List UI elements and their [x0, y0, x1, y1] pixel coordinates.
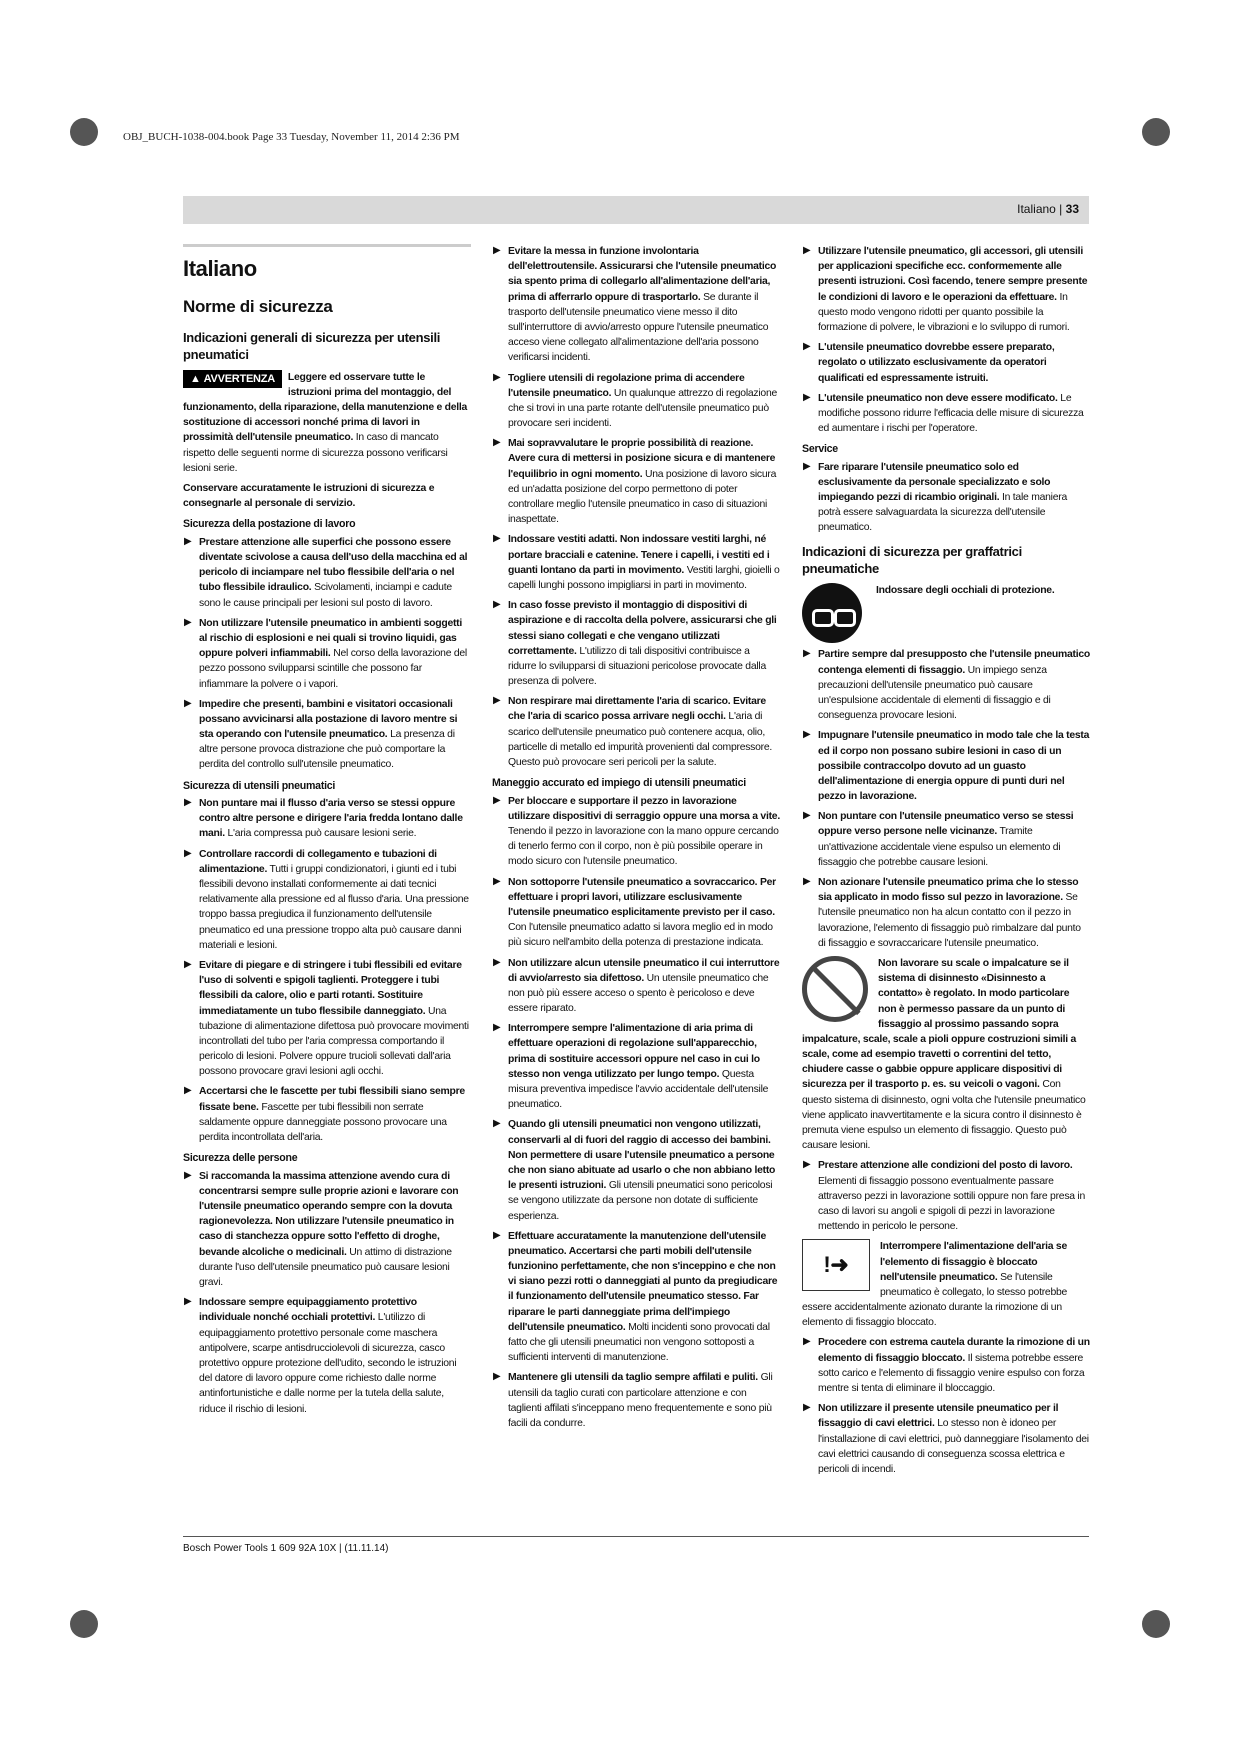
no-ladder-icon: [802, 956, 868, 1022]
page-header: Italiano | 33: [183, 196, 1089, 224]
bullet-icon: ▶: [803, 391, 811, 403]
bullet-icon: ▶: [803, 341, 811, 353]
list-item: ▶ Interrompere sempre l'alimentazione di aria prima di effettuare operazioni di regolazione sull'apparecchio, prima di sostituire accessori oppure nel caso in cui lo stesso non venga utilizzato per lungo tempo. Questa misura preventiva impedisce l'avvio accidentale dell'utensile pneumatico.: [493, 1022, 769, 1111]
stapler-safety-title: Indicazioni di sicurezza per graffatrici pneumatiche: [802, 543, 1022, 576]
bullet-icon: ▶: [184, 847, 192, 859]
column-1: [183, 244, 471, 1422]
registration-mark-br: [1142, 1610, 1170, 1638]
bullet-icon: ▶: [803, 1336, 811, 1348]
list-item: ▶ Indossare sempre equipaggiamento protettivo individuale nonché occhiali protettivi. L'utilizzo di equipaggiamento protettivo personale come maschera antipolvere, scarpe antisdrucciolevoli di sicurezza, casco protettivo oppure protezione dell'udito, secondo le istruzioni del datore di lavoro oppure come richiesto dalle norme antinfortunistiche e dalle norme per la tutela della salute, riduce il rischio di lesioni.: [184, 1296, 457, 1415]
list-item: ▶ Non sottoporre l'utensile pneumatico a sovraccarico. Per effettuare i propri lavori, utilizzare esclusivamente l'utensile pneumatico esplicitamente previsto per il caso. Con l'utensile pneumatico adatto si lavora meglio ed in modo più sicuro nell'ambito della potenza di prestazione indicata.: [493, 875, 776, 949]
list-item: ▶ Si raccomanda la massima attenzione avendo cura di concentrarsi sempre sulle proprie azioni e lavorare con l'utensile pneumatico operando sempre con la dovuta ragionevolezza. Non utilizzare l'utensile pneumatico in caso di stanchezza oppure sotto l'effetto di droghe, bevande alcoliche o medicinali. Un attimo di distrazione durante l'uso dell'utensile pneumatico può causare lesioni gravi.: [184, 1169, 459, 1288]
bullet-icon: ▶: [184, 797, 192, 809]
list-item: ▶ Effettuare accuratamente la manutenzione dell'utensile pneumatico. Accertarsi che parti mobili dell'utensile funzionino perfettamente, che non s'inceppino e che non vi siano pezzi rotti o danneggiati al punto da pregiudicare il funzionamento dell'utensile pneumatico stesso. Far riparare le parti danneggiate prima dell'impiego dell'utensile pneumatico. Molti incidenti sono provocati dal fatto che gli utensili pneumatici non vengono sottoposti a sufficienti interventi di manutenzione.: [493, 1229, 778, 1364]
keep-instructions: Conservare accuratamente le istruzioni di sicurezza e consegnarle al personale di servizio.: [183, 483, 435, 510]
list-item: ▶ Accertarsi che le fascette per tubi flessibili siano sempre fissate bene. Fascette per tubi flessibili non serrate saldamente oppure danneggiate possono provocare una perdita incontrollata dell'aria.: [184, 1085, 465, 1144]
bullet-icon: ▶: [803, 460, 811, 472]
safety-goggles-icon: [802, 583, 862, 643]
bullet-icon: ▶: [493, 599, 501, 611]
list-item: ▶ Non respirare mai direttamente l'aria di scarico. Evitare che l'aria di scarico possa arrivare negli occhi. L'aria di scarico dell'utensile pneumatico può contenere acqua, olio, particelle di metallo ed impurità provenienti dal compressore. Questo può provocare seri pericoli per la salute.: [493, 695, 773, 768]
list-item: ▶ Fare riparare l'utensile pneumatico solo ed esclusivamente da personale specializzato e solo impiegando pezzi di ricambio originali. In tale maniera potrà essere salvaguardata la sicurezza dell'utensile pneumatico.: [803, 460, 1067, 534]
bullet-icon: ▶: [803, 810, 811, 822]
list-item: ▶ Prestare attenzione alle condizioni del posto di lavoro. Elementi di fissaggio possono eventualmente passare attraverso pezzi in lavorazione sottili oppure non fare presa in caso di lavori su angoli e spigoli di pezzi in lavorazione mettendo in pericolo le persone.: [803, 1159, 1086, 1233]
bullet-icon: ▶: [493, 1022, 501, 1034]
bullet-icon: ▶: [803, 1402, 811, 1414]
list-item: ▶ Controllare raccordi di collegamento e tubazioni di alimentazione. Tutti i gruppi condizionatori, i giunti ed i tubi flessibili devono installati conformemente ai dati tecnici relativamente alla pressione ed al flusso d'aria. Una pressione troppo bassa pregiudica il funzionamento dell'utensile pneumatico ed una pressione troppo alta può causare danni materiali e lesioni.: [184, 847, 469, 951]
list-item: ▶ Non puntare mai il flusso d'aria verso se stessi oppure contro altre persone e dirigere l'aria fredda lontano dalle mani. L'aria compressa può causare lesioni serie.: [184, 797, 463, 840]
header-section: Italiano: [1017, 202, 1056, 216]
list-item: ▶ Non utilizzare l'utensile pneumatico in ambienti soggetti al rischio di esplosioni e nei quali si trovino liquidi, gas oppure polveri infiammabili. Nel corso della lavorazione del pezzo possono svilupparsi scintille che possono far infiammare la polvere o i vapori.: [184, 616, 467, 690]
bullet-icon: ▶: [493, 533, 501, 545]
bullet-icon: ▶: [803, 648, 811, 660]
list-item: ▶ Impugnare l'utensile pneumatico in modo tale che la testa ed il corpo non possano subire lesioni in caso di un possibile contraccolpo dovuto ad un guasto dell'alimentazione di energia oppure di punti duri nel pezzo in lavorazione.: [803, 729, 1090, 803]
list-item: ▶ Quando gli utensili pneumatici non vengono utilizzati, conservarli al di fuori del raggio di accesso dei bambini. Non permettere di usare l'utensile pneumatico a persone che non siano abituate ad usarlo o che non abbiano letto le presenti istruzioni. Gli utensili pneumatici sono pericolosi se vengono utilizzate da persone non dotate di sufficiente esperienza.: [493, 1118, 776, 1222]
bullet-icon: ▶: [803, 245, 811, 256]
list-item: ▶ Evitare di piegare e di stringere i tubi flessibili ed evitare l'uso di solventi e spigoli taglienti. Proteggere i tubi flessibili da calore, olio e parti rotanti. Sostituire immediatamente un tubo flessibile danneggiato. Una tubazione di alimentazione difettosa può provocare movimenti incontrollati del tubo per l'aria compressa comportando il pericolo di lesioni. Polvere oppure trucioli sollevati dall'aria possono provocare gravi lesioni agli occhi.: [184, 958, 469, 1078]
bullet-icon: ▶: [803, 876, 811, 888]
bullet-icon: ▶: [184, 958, 192, 970]
list-item: ▶ Mantenere gli utensili da taglio sempre affilati e puliti. Gli utensili da taglio curati con particolare attenzione e con taglienti affilati s'inceppano meno frequentemente e sono più facili da condurre.: [493, 1371, 773, 1429]
warning-paragraph: ▲ AVVERTENZA Leggere ed osservare tutte le istruzioni prima del montaggio, del funzionamento, della riparazione, della manutenzione e della sostituzione di accessori nonché prima di lavori in prossimità dell'utensile pneumatico. In caso di mancato rispetto delle seguenti norme di sicurezza possono verificarsi lesioni serie.: [183, 371, 468, 474]
print-slug: OBJ_BUCH-1038-004.book Page 33 Tuesday, November 11, 2014 2:36 PM: [123, 131, 460, 143]
list-item: ▶ Non puntare con l'utensile pneumatico verso se stessi oppure verso persone nelle vicinanze. Tramite un'attivazione accidentale viene espulso un elemento di fissaggio che potrebbe causare lesioni.: [803, 810, 1074, 868]
list-item: ▶ Partire sempre dal presupposto che l'utensile pneumatico contenga elementi di fissaggio. Un impiego senza precauzioni dell'utensile pneumatico può causare un'espulsione accidentale di elementi di fissaggio e di conseguenza provocare lesioni.: [803, 648, 1090, 722]
bullet-icon: ▶: [493, 875, 501, 887]
list-item: ▶ Non utilizzare il presente utensile pneumatico per il fissaggio di cavi elettrici. Lo stesso non è idoneo per l'installazione di cavi elettrici, può danneggiare l'isolamento dei cavi elettrici causando di conseguenza scossa elettrica e pericoli di incendi.: [803, 1402, 1089, 1475]
heading-tool-safety: Sicurezza di utensili pneumatici: [183, 779, 336, 792]
list-item: ▶ Togliere utensili di regolazione prima di accendere l'utensile pneumatico. Un qualunque attrezzo di regolazione che si trovi in una parte rotante dell'utensile pneumatico può provocare seri incidenti.: [493, 371, 777, 430]
bullet-icon: ▶: [184, 1085, 192, 1097]
list-item: ▶ Prestare attenzione alle superfici che possono essere diventate scivolose a causa dell'uso della macchina ed al pericolo di inciampare nel tubo flessibile dell'aria o nel tubo flessibile idraulico. Scivolamenti, inciampi e cadute sono le cause principali per lesioni sul posto di lavoro.: [184, 535, 468, 609]
list-item: ▶ Mai sopravvalutare le proprie possibilità di reazione. Avere cura di mettersi in posizione sicura e di mantenere l'equilibrio in ogni momento. Una posizione di lavoro sicura ed un'adatta posizione del corpo permettono di poter controllare meglio l'utensile pneumatico in caso di situazioni inaspettate.: [493, 437, 777, 526]
bullet-icon: ▶: [803, 1159, 811, 1171]
list-item: ▶ Indossare vestiti adatti. Non indossare vestiti larghi, né portare bracciali e catenine. Tenere i capelli, i vestiti ed i guanti lontano da parti in movimento. Vestiti larghi, gioielli o capelli lunghi possono impigliarsi in parti in movimento.: [493, 533, 780, 591]
warning-badge: ▲ AVVERTENZA: [183, 370, 282, 388]
heading-workplace: Sicurezza della postazione di lavoro: [183, 518, 356, 531]
air-disconnect-warning: !➜ Interrompere l'alimentazione dell'aria se l'elemento di fissaggio è bloccato nell'utensile pneumatico. Se l'utensile pneumatico è collegato, lo stesso potrebbe essere accidentalmente azionato durante la rimozione di un elemento di fissaggio bloccato.: [802, 1241, 1068, 1329]
heading-handling: Maneggio accurato ed impiego di utensili pneumatici: [492, 777, 746, 790]
goggles-notice: Indossare degli occhiali di protezione.: [802, 583, 1090, 643]
bullet-icon: ▶: [493, 1229, 501, 1241]
bullet-icon: ▶: [184, 535, 192, 547]
disconnect-air-icon: !➜: [802, 1239, 870, 1291]
bullet-icon: ▶: [184, 1169, 192, 1181]
bullet-icon: ▶: [493, 245, 501, 256]
page-title: Italiano: [183, 256, 257, 281]
heading-personal-safety: Sicurezza delle persone: [183, 1152, 298, 1165]
bullet-icon: ▶: [493, 695, 501, 707]
list-item: ▶ Per bloccare e supportare il pezzo in lavorazione utilizzare dispositivi di serraggio oppure una morsa a vite. Tenendo il pezzo in lavorazione con la mano oppure cercando di tenerlo fermo con il corpo, non è più possibile operare in modo sicuro con l'utensile pneumatico.: [493, 794, 780, 868]
registration-mark-tr: [1142, 118, 1170, 146]
column-3: [802, 244, 1090, 1482]
heading-service: Service: [802, 443, 838, 456]
bullet-icon: ▶: [493, 371, 501, 383]
warning-triangle-icon: ▲: [190, 372, 201, 385]
bullet-icon: ▶: [493, 437, 501, 449]
subsection-title: Indicazioni generali di sicurezza per utensili pneumatici: [183, 329, 441, 362]
bullet-icon: ▶: [184, 1296, 192, 1308]
list-item: ▶ Impedire che presenti, bambini e visitatori occasionali possano avvicinarsi alla postazione di lavoro mentre si sta operando con l'utensile pneumatico. La presenza di altre persone provoca distrazione che può comportare la perdita del controllo sull'utensile pneumatico.: [184, 697, 458, 771]
list-item: ▶ Utilizzare l'utensile pneumatico, gli accessori, gli utensili per applicazioni specifiche ecc. conformemente alle presenti istruzioni. Così facendo, tenere sempre presente le condizioni di lavoro e le operazioni da effettuare. In questo modo vengono ridotti per quanto possibile la formazione di polvere, le vibrazioni e lo sviluppo di rumori.: [803, 245, 1088, 333]
ladder-warning: Non lavorare su scale o impalcature se il sistema di disinnesto «Disinnesto a contatto» è regolato. In modo particolare non è permesso passare da un punto di fissaggio al prossimo passando sopra impalcature, scale, scale a pioli oppure costruzioni simili a scale, come ad esempio travetti o correntini del tetto, chiudere casse o gabbie oppure applicare dispositivi di sicurezza per il trasporto p. es. su veicoli o vagoni. Con questo sistema di disinnesto, ogni volta che l'utensile pneumatico viene applicato inavvertitamente e la sicura contro il disinnesto è premuta viene espulso un elemento di fissaggio. Questo può causare lesioni.: [802, 957, 1086, 1152]
bullet-icon: ▶: [493, 956, 501, 968]
list-item: ▶ Procedere con estrema cautela durante la rimozione di un elemento di fissaggio bloccato. Il sistema potrebbe essere sotto carico e l'elemento di fissaggio venire espulso con forza mentre si tenta di eliminare il bloccaggio.: [803, 1336, 1090, 1395]
list-item: ▶ In caso fosse previsto il montaggio di dispositivi di aspirazione e di raccolta della polvere, assicurarsi che gli stessi siano collegati e che vengano utilizzati correttamente. L'utilizzo di tali dispositivi contribuisce a ridurre lo svilupparsi di situazioni pericolose provocate dalla presenza di polvere.: [493, 599, 777, 688]
bullet-icon: ▶: [493, 1371, 501, 1383]
list-item: ▶ Evitare la messa in funzione involontaria dell'elettroutensile. Assicurarsi che l'utensile pneumatico sia spento prima di collegarlo all'alimentazione dell'aria, prima di afferrarlo oppure di trasportarlo. Se durante il trasporto dell'utensile pneumatico viene messo il dito sull'interruttore di avvio/arresto oppure l'utensile pneumatico acceso viene collegato all'alimentazione dell'aria possono verificarsi incidenti.: [493, 245, 777, 364]
registration-mark-bl: [70, 1610, 98, 1638]
column-2: [492, 244, 780, 1436]
list-item: ▶ L'utensile pneumatico non deve essere modificato. Le modifiche possono ridurre l'efficacia delle misure di sicurezza ed aumentare i rischi per l'operatore.: [803, 391, 1084, 435]
list-item: ▶ Non utilizzare alcun utensile pneumatico il cui interruttore di avvio/arresto sia difettoso. Un utensile pneumatico che non può più essere acceso o spento è pericoloso e deve essere riparato.: [493, 956, 780, 1015]
page-footer: Bosch Power Tools 1 609 92A 10X | (11.11.14): [183, 1536, 1089, 1554]
list-item: ▶ Non azionare l'utensile pneumatico prima che lo stesso sia applicato in modo fisso sul pezzo in lavorazione. Se l'utensile pneumatico non ha alcun contatto con il pezzo in lavorazione, l'elemento di fissaggio può rimbalzare dal punto di fissaggio e sovraccaricare l'utensile pneumatico.: [803, 876, 1081, 949]
bullet-icon: ▶: [493, 794, 501, 806]
bullet-icon: ▶: [184, 697, 192, 709]
page-number: 33: [1065, 202, 1079, 216]
section-title: Norme di sicurezza: [183, 297, 333, 317]
registration-mark-tl: [70, 118, 98, 146]
bullet-icon: ▶: [493, 1118, 501, 1130]
list-item: ▶ L'utensile pneumatico dovrebbe essere preparato, regolato o utilizzato esclusivamente da operatori qualificati ed espressamente istruiti.: [803, 341, 1055, 384]
bullet-icon: ▶: [803, 729, 811, 741]
bullet-icon: ▶: [184, 616, 192, 628]
